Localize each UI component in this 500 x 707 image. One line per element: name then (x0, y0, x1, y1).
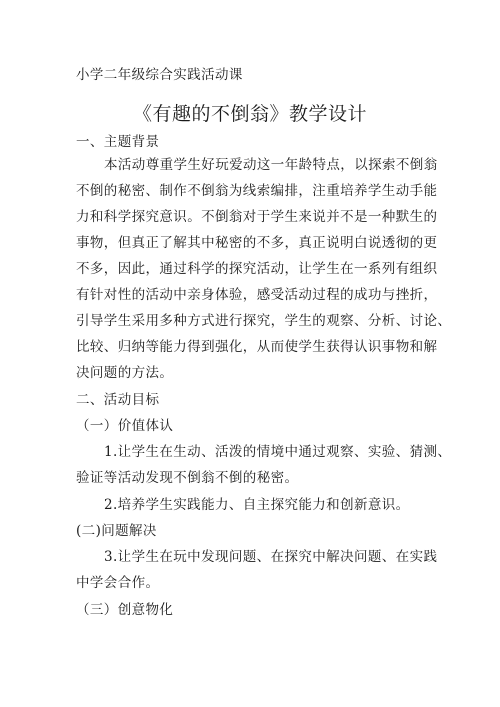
section-heading-background: 一、主题背景 (76, 134, 160, 150)
goal-item-1-line: 验证等活动发现不倒翁不倒的秘密。 (76, 470, 299, 486)
paragraph-line: 不倒的秘密、制作不倒翁为线索编排，注重培养学生动手能 (76, 183, 438, 199)
subsection-heading-problem: (二)问题解决 (76, 523, 157, 539)
subsection-heading-value: （一）价值体认 (76, 418, 174, 434)
paragraph-line: 比较、归纳等能力得到强化，从而使学生获得认识事物和解 (76, 339, 438, 355)
paragraph-line: 有针对性的活动中亲身体验，感受活动过程的成功与挫折， (76, 287, 438, 303)
paragraph-line: 引导学生采用多种方式进行探究，学生的观察、分析、讨论、 (76, 313, 452, 329)
goal-item-1-line: 1.让学生在生动、活泼的情境中通过观察、实验、猜测、 (104, 444, 452, 460)
goal-item-2: 2.培养学生实践能力、自主探究能力和创新意识。 (104, 497, 410, 513)
paragraph-line: 不多，因此，通过科学的探究活动，让学生在一系列有组织 (76, 261, 438, 277)
paragraph-line: 力和科学探究意识。不倒翁对于学生来说并不是一种默生的 (76, 209, 438, 225)
paragraph-line: 本活动尊重学生好玩爱动这一年龄特点，以探索不倒翁 (104, 157, 438, 173)
goal-item-3-line: 中学会合作。 (76, 575, 160, 591)
subsection-heading-creative: （三）创意物化 (76, 602, 174, 618)
course-label: 小学二年级综合实践活动课 (76, 67, 243, 83)
paragraph-line: 事物，但真正了解其中秘密的不多，真正说明白说透彻的更 (76, 235, 438, 251)
goal-item-3-line: 3.让学生在玩中发现问题、在探究中解决问题、在实践 (104, 549, 438, 565)
paragraph-line: 决问题的方法。 (76, 365, 174, 381)
section-heading-goals: 二、活动目标 (76, 392, 160, 408)
document-title: 《有趣的不倒翁》教学设计 (132, 103, 367, 125)
